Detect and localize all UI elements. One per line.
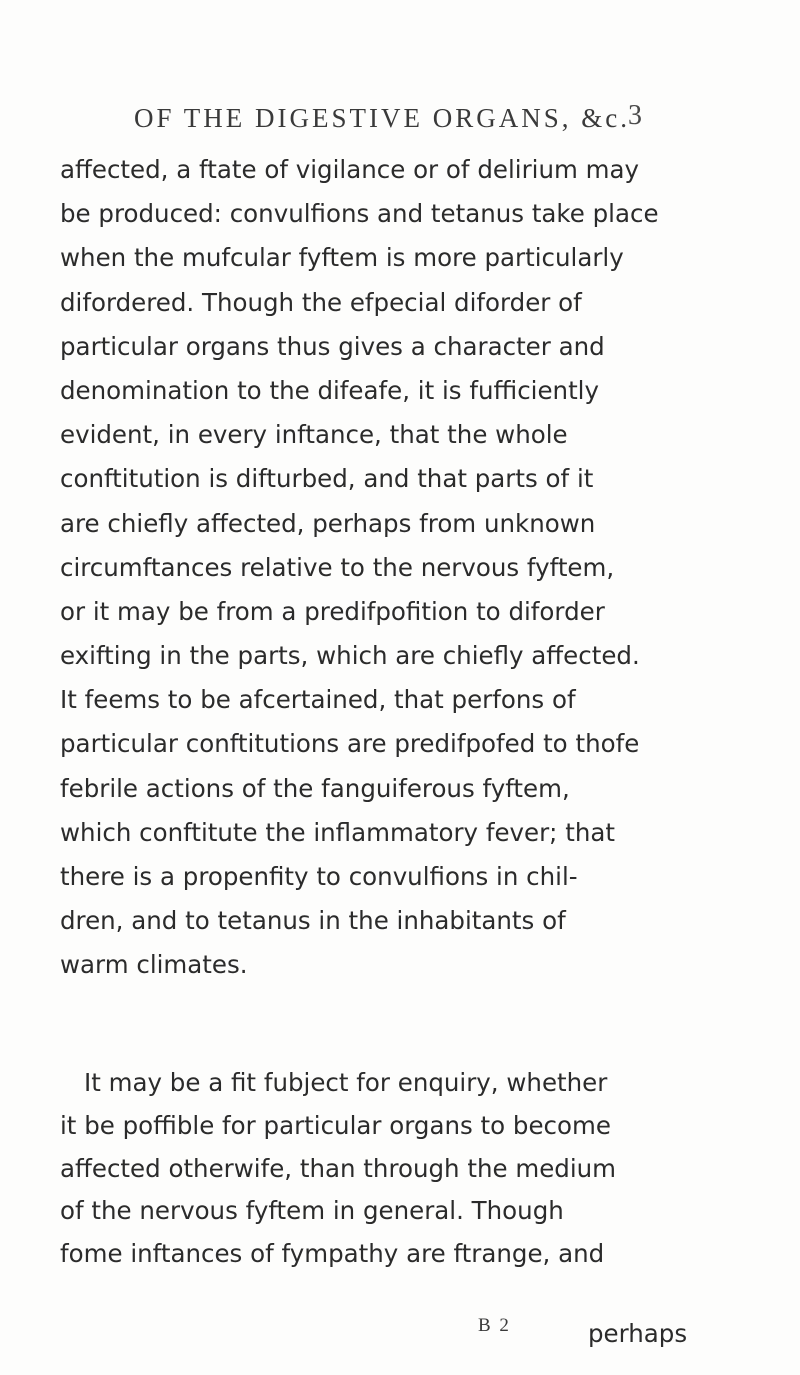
text-line: there is a propenfity to convulfions in chil- (60, 862, 578, 891)
text-line: conftitution is difturbed, and that parts of it (60, 464, 594, 494)
signature-mark: B 2 (478, 1315, 511, 1336)
text-line: affected otherwife, than through the medium (60, 1153, 617, 1183)
text-line: It feems to be afcertained, that perfons of (60, 685, 576, 715)
text-line: It may be a fit fubject for enquiry, whether (84, 1068, 608, 1097)
paragraph-2 (60, 1062, 665, 1276)
text-line: exifting in the parts, which are chiefly affected. (60, 641, 640, 671)
running-head: OF THE DIGESTIVE ORGANS, &c. (134, 103, 630, 133)
text-line: evident, in every inftance, that the whole (60, 420, 568, 450)
text-line: febrile actions of the fanguiferous fyftem, (60, 773, 570, 803)
text-line: when the mufcular fyftem is more particularly (60, 243, 624, 273)
text-line: fome inftances of fympathy are ftrange, and (60, 1239, 605, 1269)
text-line: are chiefly affected, perhaps from unknown (60, 508, 596, 538)
text-line: particular organs thus gives a character and (60, 331, 605, 361)
text-line: difordered. Though the efpecial diforder of (60, 287, 582, 317)
text-line: warm climates. (60, 950, 248, 980)
catchword: perhaps (588, 1319, 688, 1348)
text-line: it be poffible for particular organs to become (60, 1110, 611, 1140)
text-line: affected, a ftate of vigilance or of delirium may (60, 155, 640, 184)
paragraph-1 (60, 148, 665, 988)
text-line: denomination to the difeafe, it is fufficiently (60, 375, 599, 405)
text-line: or it may be from a predifpofition to diforder (60, 596, 605, 626)
text-line: of the nervous fyftem in general. Though (60, 1196, 564, 1226)
text-line: be produced: convulfions and tetanus take place (60, 199, 659, 229)
text-line: circumftances relative to the nervous fyftem, (60, 552, 615, 582)
text-line: dren, and to tetanus in the inhabitants of (60, 906, 566, 936)
text-line: particular conftitutions are predifpofed to thofe (60, 729, 640, 759)
page-number: 3 (628, 100, 642, 131)
text-line: which conftitute the inflammatory fever; that (60, 817, 615, 847)
